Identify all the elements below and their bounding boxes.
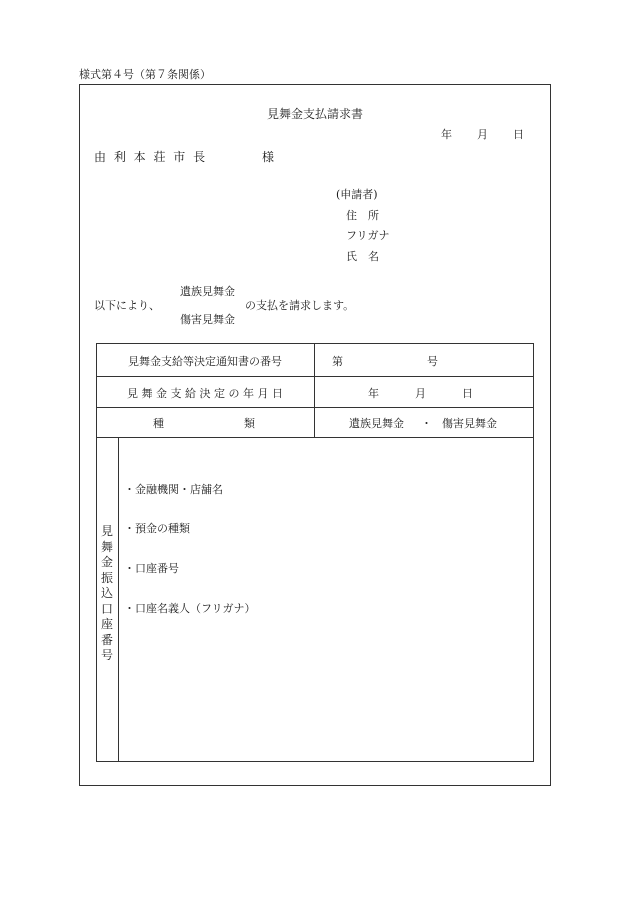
bank-item-deposit-type: ・預金の種類 [124,522,190,535]
vertical-char: 金 [100,555,113,569]
request-option-bereaved: 遺族見舞金 [180,285,235,298]
date-day-label: 日 [513,128,524,141]
bank-item-account-number: ・口座番号 [124,562,179,575]
date-year-label: 年 [441,128,452,141]
table-row-divider [96,407,534,408]
decision-day-label: 日 [462,387,473,400]
type-option-bereaved: 遺族見舞金 [349,417,404,430]
vertical-char: 号 [100,648,113,662]
decision-date-label: 見 舞 金 支 給 決 定 の 年 月 日 [127,387,283,400]
form-number: 様式第４号（第７条関係） [79,68,211,81]
bank-item-account-holder: ・口座名義人（フリガナ） [124,602,256,615]
vertical-char: 口 [100,601,113,616]
date-month-label: 月 [477,128,488,141]
applicant-furigana-label: フリガナ [346,229,390,242]
payment-table [96,343,534,762]
bank-section-divider [118,437,119,762]
applicant-name-label: 氏 名 [346,250,379,263]
notice-number-label: 見舞金支給等決定通知書の番号 [128,355,282,368]
request-prefix: 以下により、 [94,299,160,312]
type-separator: ・ [421,417,432,430]
type-option-injury: 傷害見舞金 [442,417,497,430]
request-option-injury: 傷害見舞金 [180,313,235,326]
addressee-honorific: 様 [262,150,275,164]
notice-number-suffix: 号 [427,355,438,368]
table-row-divider [96,437,534,438]
vertical-char: 振 [100,570,113,585]
form-title: 見舞金支払請求書 [266,107,363,121]
table-column-divider [314,343,315,437]
bank-account-vertical-label [96,524,118,664]
vertical-char: 番 [100,632,113,647]
type-label-second: 類 [244,417,255,430]
vertical-char: 舞 [100,539,113,554]
decision-month-label: 月 [415,387,426,400]
applicant-address-label: 住 所 [346,209,379,222]
request-suffix: の支払を請求します。 [245,299,355,312]
addressee-name: 由 利 本 荘 市 長 [94,150,208,164]
vertical-char: 込 [100,586,113,600]
type-label-first: 種 [153,417,164,430]
notice-number-prefix: 第 [332,355,343,368]
table-row-divider [96,376,534,377]
vertical-char: 見 [100,524,113,538]
applicant-heading: (申請者) [336,188,378,201]
bank-item-institution: ・金融機関・店舗名 [124,483,223,496]
decision-year-label: 年 [368,387,379,400]
vertical-char: 座 [100,617,113,631]
